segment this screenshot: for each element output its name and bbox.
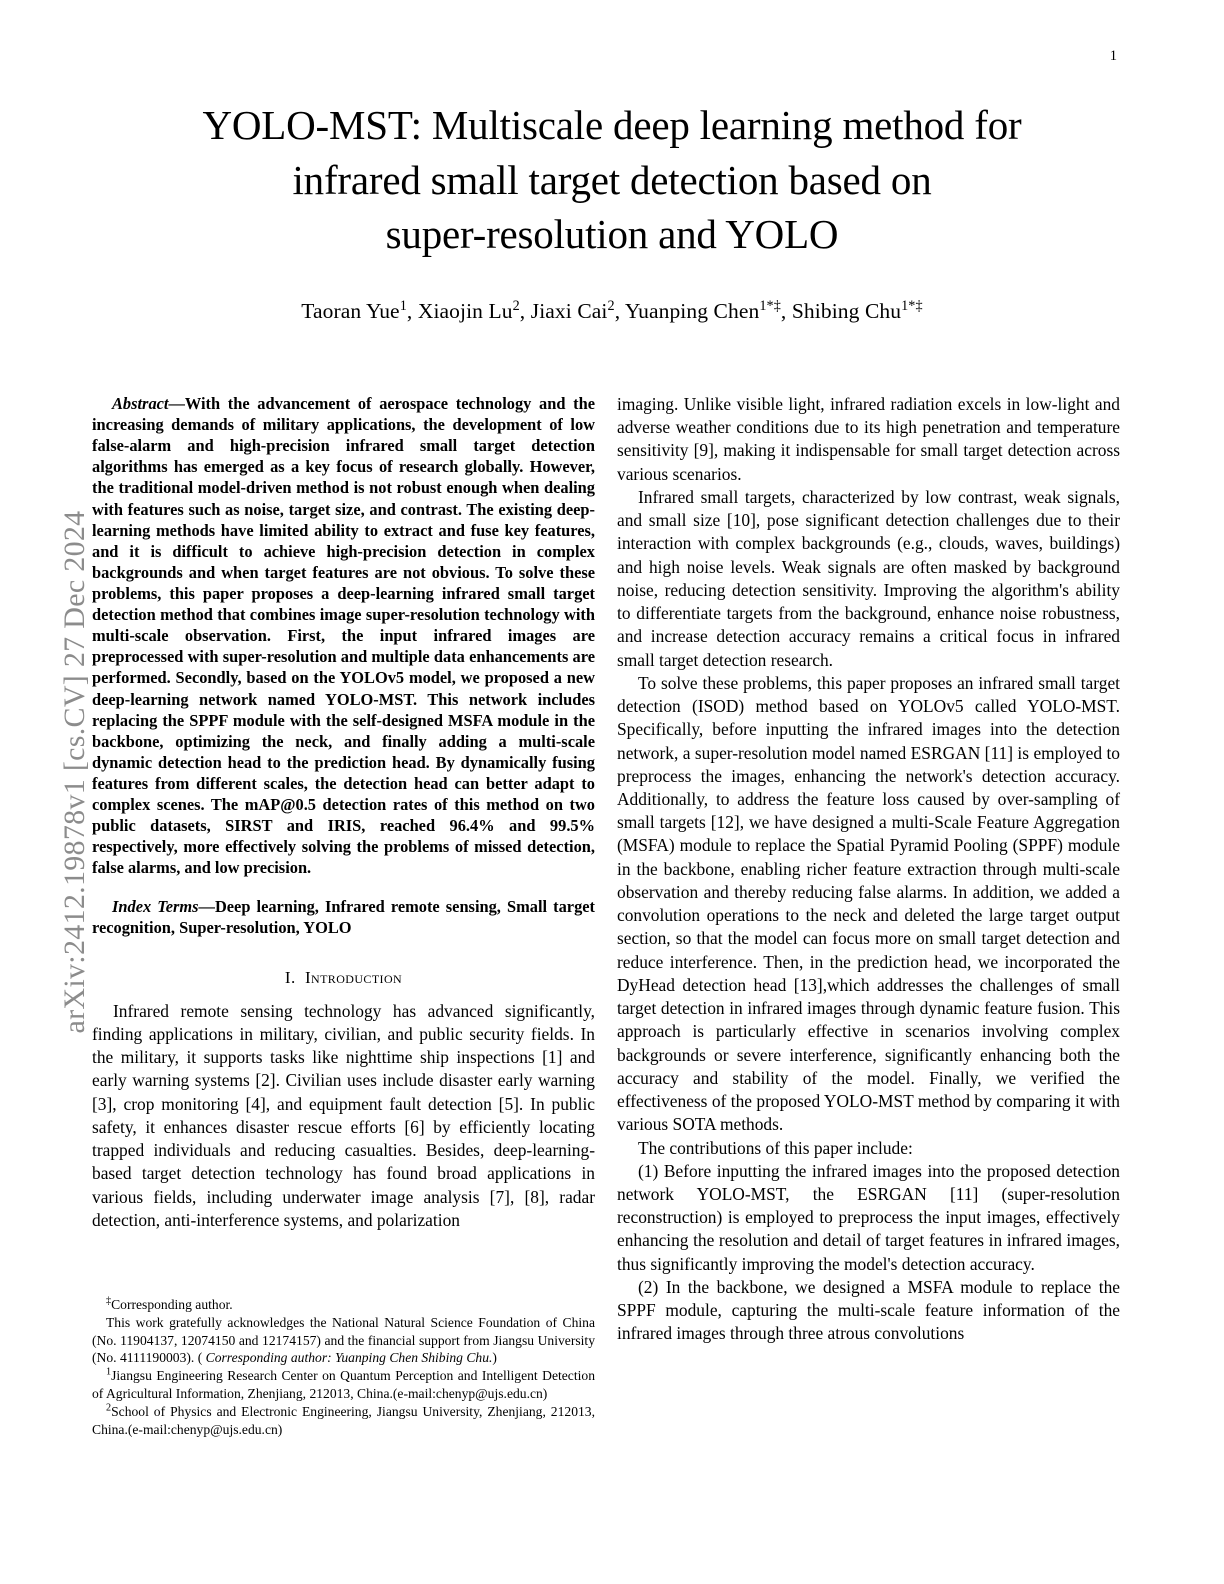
title-line-2: infrared small target detection based on: [292, 156, 932, 203]
author-4-name: , Yuanping Chen: [614, 298, 760, 323]
footnote-affiliation-2: [92, 1403, 595, 1439]
author-2-affiliation-marker: 2: [512, 297, 520, 314]
abstract-paragraph: [92, 393, 595, 879]
author-1-name: Taoran Yue: [301, 298, 400, 323]
footnote-corresponding-author: [92, 1296, 595, 1314]
footnote-funding: [92, 1314, 595, 1367]
index-terms-dash: —: [198, 896, 215, 916]
author-3-name: , Jiaxi Cai: [519, 298, 608, 323]
abstract-dash: —: [168, 394, 185, 413]
footnote-affiliation-1-text: Jiangsu Engineering Research Center on Quantum Perception and Intelligent Detection of Agricultural Information, Zhenjiang, 212013, China.(e-mail:chenyp@ujs.edu.cn): [92, 1368, 595, 1401]
title-line-3: super-resolution and YOLO: [385, 211, 839, 258]
footnote-affiliation-2-text: School of Physics and Electronic Engineering, Jiangsu University, Zhenjiang, 212013, China.(e-mail:chenyp@ujs.edu.cn): [92, 1403, 595, 1437]
intro-paragraph-6: (2) In the backbone, we designed a MSFA module to replace the SPPF module, capturing the multi-scale feature information of the infrared images through three atrous convolutions: [617, 1276, 1120, 1344]
footnotes-block: [92, 1296, 595, 1438]
footnote-marker-affiliation-1: 1: [106, 1366, 112, 1378]
right-column: [617, 393, 1120, 1513]
title-line-1: YOLO-MST: Multiscale deep learning method for: [202, 102, 1022, 148]
intro-paragraph-1-continued: imaging. Unlike visible light, infrared radiation excels in low-light and adverse weather conditions due to its high penetration and temperature sensitivity [9], making it indispensable for small target detection across various scenarios.: [617, 394, 1120, 484]
page-number: 1: [1109, 48, 1117, 64]
section-title: Introduction: [304, 967, 403, 987]
abstract-text: With the advancement of aerospace technology and the increasing demands of military applications, the development of low false-alarm and high-precision infrared small target detection algorithms has emerged as a key focus of research globally. However, the traditional model-driven method is not robust enough when dealing with features such as noise, target size, and contrast. The existing deep-learning methods have limited ability to extract and fuse key features, and it is difficult to achieve high-precision detection in complex backgrounds and when target features are not obvious. To solve these problems, this paper proposes a deep-learning infrared small target detection method that combines image super-resolution technology with multi-scale observation. First, the input infrared images are preprocessed with super-resolution and multiple data enhancements are performed. Secondly, based on the YOLOv5 model, we proposed a new deep-learning network named YOLO-MST. This network includes replacing the SPPF module with the self-designed MSFA module in the backbone, optimizing the neck, and finally adding a multi-scale dynamic detection head to the prediction head. By dynamically fusing features from different scales, the detection head can better adapt to complex scenes. The mAP@0.5 detection rates of this method on two public datasets, SIRST and IRIS, reached 96.4% and 99.5% respectively, more effectively solving the problems of missed detection, false alarms, and low precision.: [92, 394, 595, 878]
footnote-funding-italic: Corresponding author: Yuanping Chen Shibing Chu.: [205, 1350, 493, 1366]
author-5-name: , Shibing Chu: [780, 298, 902, 323]
author-list: [112, 299, 1112, 324]
footnote-funding-text-2: ): [492, 1350, 497, 1366]
intro-paragraph-4: The contributions of this paper include:: [638, 1137, 913, 1158]
arxiv-stamp: arXiv:2412.19878v1 [cs.CV] 27 Dec 2024: [58, 510, 91, 1034]
footnote-corresponding-text: Corresponding author.: [111, 1297, 233, 1312]
author-2-name: , Xiaojin Lu: [406, 298, 513, 323]
title-block: [112, 98, 1112, 324]
footnote-marker-affiliation-2: 2: [106, 1402, 112, 1414]
intro-paragraph-5: (1) Before inputting the infrared images into the proposed detection network YOLO-MST, the ESRGAN [11] (super-resolution reconstruction) is employed to preprocess the input images, effectively enhancing the resolution and detail of target features in infrared images, thus significantly improving the model's detection accuracy.: [617, 1160, 1120, 1274]
page-title: [112, 98, 1112, 262]
index-terms-paragraph: [92, 896, 595, 938]
section-numeral: I.: [284, 967, 296, 987]
section-heading-introduction: [92, 968, 595, 988]
author-3-affiliation-marker: 2: [607, 297, 615, 314]
author-5-affiliation-marker: 1*‡: [901, 297, 923, 314]
intro-paragraph-1: Infrared remote sensing technology has advanced significantly, finding applications in military, civilian, and public security fields. In the military, it supports tasks like nighttime ship inspections [1] and early warning systems [2]. Civilian uses include disaster early warning [3], crop monitoring [4], and equipment fault detection [5]. In public safety, it enhances disaster rescue efforts [6] by efficiently locating trapped individuals and reducing casualties. Besides, deep-learning-based target detection technology has found broad applications in various fields, including underwater image analysis [7], [8], radar detection, anti-interference systems, and polarization: [92, 1000, 595, 1230]
index-terms-text: Deep learning, Infrared remote sensing, Small target recognition, Super-resolution, YOLO: [92, 896, 596, 937]
abstract-label: Abstract: [112, 394, 169, 413]
intro-paragraph-3: To solve these problems, this paper proposes an infrared small target detection (ISOD) method based on YOLOv5 called YOLO-MST. Specifically, before inputting the infrared images into the detection network, a super-resolution model named ESRGAN [11] is employed to preprocess the images, enhancing the network's detection accuracy. Additionally, to address the feature loss caused by over-sampling of small targets [12], we have designed a multi-Scale Feature Aggregation (MSFA) module to replace the Spatial Pyramid Pooling (SPPF) module in the backbone, enabling richer feature extraction through multi-scale observation and thereby reducing false alarms. In addition, we added a convolution operations to the neck and deleted the large target output section, so that the model can focus more on small target detection and reduce interference. Then, in the prediction head, we incorporated the DyHead detection head [13],which addresses the challenges of small target detection in infrared images through dynamic feature fusion. This approach is particularly effective in scenarios involving complex backgrounds or severe interference, significantly enhancing both the accuracy and stability of the model. Finally, we verified the effectiveness of the proposed YOLO-MST method by comparing it with various SOTA methods.: [617, 672, 1120, 1135]
footnote-funding-text-1: This work gratefully acknowledges the National Natural Science Foundation of China (No. 11904137, 12074150 and 12174157) and the financial support from Jiangsu University (No. 4111190003). (: [92, 1314, 595, 1366]
author-4-affiliation-marker: 1*‡: [759, 297, 781, 314]
intro-paragraph-2: Infrared small targets, characterized by low contrast, weak signals, and small size [10], pose significant detection challenges due to their interaction with complex backgrounds (e.g., clouds, waves, buildings) and high noise levels. Weak signals are often masked by background noise, reducing detection sensitivity. Improving the algorithm's ability to differentiate targets from the background, enhance noise robustness, and increase detection accuracy remains a critical focus in infrared small target detection research.: [617, 486, 1120, 670]
index-terms-label: Index Terms: [112, 896, 199, 916]
footnote-marker-corresponding: ‡: [106, 1295, 112, 1307]
footnote-affiliation-1: [92, 1367, 595, 1403]
author-1-affiliation-marker: 1: [399, 297, 407, 314]
